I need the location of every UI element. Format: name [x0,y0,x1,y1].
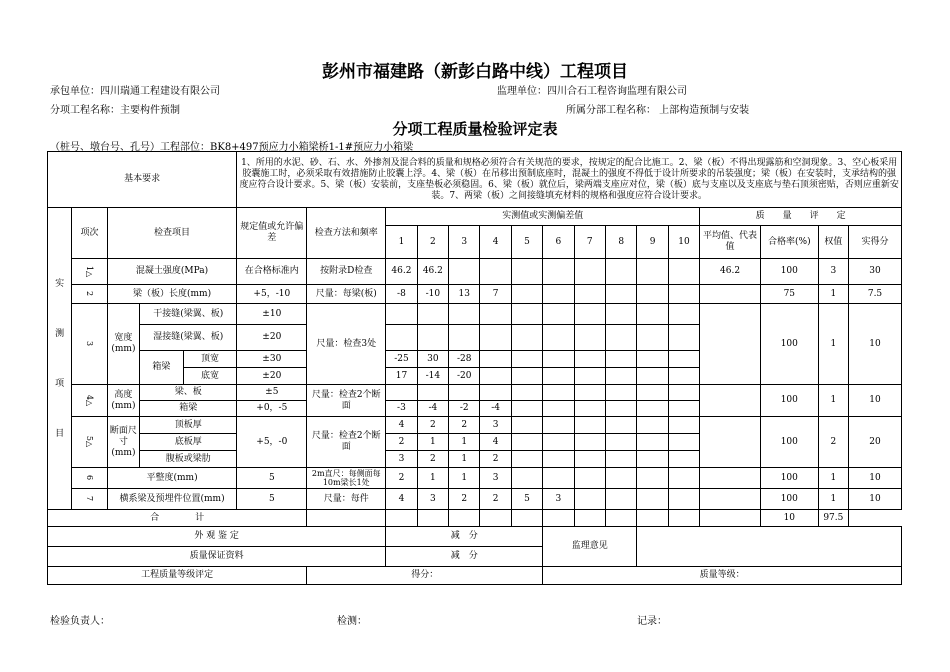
score-cell: 30 [849,259,902,285]
value-cell: 1 [449,434,480,451]
item-cell: 混凝土强度(MPa) [107,259,237,285]
tol-cell: ±10 [237,304,307,325]
project-title: 彭州市福建路（新彭白路中线）工程项目 [322,62,628,82]
footer-inspector: 检验负责人： [50,616,110,627]
tol-cell: +5，-10 [237,285,307,304]
value-cell: 3 [480,468,511,489]
sub-item-cell: 底宽 [183,368,237,385]
header-col: 3 [449,226,480,259]
table-row [48,417,902,434]
value-cell: 4 [480,434,511,451]
weight-cell: 1 [818,385,848,417]
value-cell: 1 [449,451,480,468]
sub-item-cell: 箱梁 [140,401,237,417]
rate-cell: 100 [760,468,818,489]
sub-item-cell: 箱梁 [140,351,184,385]
value-cell: 3 [417,489,448,510]
total-weight: 10 [760,510,818,527]
rate-cell: 100 [760,304,818,385]
sub-item-cell: 腹板或梁肋 [140,451,237,468]
value-cell: 1 [449,468,480,489]
value-cell: -4 [480,401,511,417]
header-measured-group: 实测值或实测偏差值 [386,208,700,226]
score-cell: 10 [849,489,902,510]
score-cell: 10 [849,385,902,417]
weight-cell: 2 [818,417,848,468]
value-cell: 1 [417,468,448,489]
grade-row [48,567,902,585]
value-cell: 2 [386,468,417,489]
header-avg: 平均值、代表值 [700,226,761,259]
header-col: 1 [386,226,417,259]
grade-level-label: 质量等级： [543,567,902,585]
header-seq: 项次 [72,208,107,259]
sub-item-cell: 梁、板 [140,385,237,401]
value-cell: 30 [417,351,448,368]
header-quality-group: 质 量 评 定 [700,208,902,226]
value-cell: 2 [417,417,448,434]
sub-project-label: 分项工程名称：主要构件预制 [50,105,180,116]
value-cell: 2 [480,489,511,510]
appearance-deduct: 减 分 [386,527,543,547]
value-cell: 4 [386,417,417,434]
header-item: 检查项目 [107,208,237,259]
value-cell: 2 [449,417,480,434]
grade-score-label: 得分： [307,567,543,585]
header-weight: 权值 [818,226,848,259]
value-cell: 3 [480,417,511,434]
method-cell: 按附录D检查 [307,259,386,285]
seq-cell: 4△ [85,394,95,406]
avg-cell [700,285,761,304]
footer-recorder: 记录： [637,616,667,627]
method-cell: 尺量：检查2个断面 [307,385,386,417]
seq-cell: 5△ [85,435,95,448]
value-cell: -28 [449,351,480,368]
value-cell: -25 [386,351,417,368]
method-cell: 尺量：每梁(板) [307,285,386,304]
tol-cell: 5 [237,489,307,510]
rate-cell: 75 [760,285,818,304]
sub-item-cell: 顶板厚 [140,417,237,434]
header-col: 7 [574,226,605,259]
weight-cell: 1 [818,304,848,385]
value-cell: 2 [417,451,448,468]
rate-cell: 100 [760,417,818,468]
supervisor-label: 监理单位：四川合石工程咨询监理有限公司 [497,86,687,97]
value-cell: -4 [417,401,448,417]
value-cell: -3 [386,401,417,417]
value-cell: 2 [449,489,480,510]
table-row [48,259,902,285]
seq-cell: 7 [85,495,95,502]
value-cell: 1 [417,434,448,451]
seq-cell: 6 [85,474,95,481]
value-cell: 2 [386,434,417,451]
score-cell: 10 [849,468,902,489]
score-cell: 7.5 [849,285,902,304]
weight-cell: 1 [818,468,848,489]
header-score: 实得分 [849,226,902,259]
value-cell: -14 [417,368,448,385]
header-col: 5 [511,226,542,259]
total-score: 97.5 [818,510,848,527]
value-cell: -20 [449,368,480,385]
footer-checker: 检测： [337,616,367,627]
item-cell: 平整度(mm) [107,468,237,489]
value-cell: 3 [543,489,574,510]
header-method: 检查方法和频率 [307,208,386,259]
sub-item-cell: 湿接缝(梁翼、板) [140,325,237,351]
value-cell: -10 [417,285,448,304]
score-cell: 10 [849,304,902,385]
tol-cell: +5，-0 [237,417,307,468]
weight-cell: 3 [818,259,848,285]
value-cell: 17 [386,368,417,385]
header-col: 8 [605,226,636,259]
value-cell: 46.2 [386,259,417,285]
tol-cell: +0，-5 [237,401,307,417]
section-label: 实 测 项 目 [48,208,72,510]
category-cell: 高度(mm) [107,385,139,417]
header-pass-rate: 合格率(%) [760,226,818,259]
value-cell: -2 [449,401,480,417]
value-cell: 7 [480,285,511,304]
category-cell: 宽度(mm) [107,304,139,385]
tol-cell: ±20 [237,325,307,351]
table-row [48,304,902,325]
contractor-label: 承包单位：四川瑞通工程建设有限公司 [50,86,220,97]
quality-docs-deduct: 减 分 [386,547,543,567]
tol-cell: ±5 [237,385,307,401]
value-cell: 46.2 [417,259,448,285]
item-cell: 梁（板）长度(mm) [107,285,237,304]
tol-cell: ±20 [237,368,307,385]
method-cell: 尺量：每件 [307,489,386,510]
table-row [48,489,902,510]
tol-cell: ±30 [237,351,307,368]
appearance-label: 外 观 鉴 定 [48,527,386,547]
total-row [48,510,902,527]
value-cell: -8 [386,285,417,304]
method-cell: 2m直尺：每侧面每10m梁长1处 [307,468,386,489]
value-cell: 13 [449,285,480,304]
avg-cell: 46.2 [700,259,761,285]
value-cell: 3 [386,451,417,468]
header-tolerance: 规定值或允许偏差 [237,208,307,259]
method-cell: 尺量：检查3处 [307,304,386,385]
rate-cell: 100 [760,385,818,417]
sub-item-cell: 顶宽 [183,351,237,368]
value-cell: 5 [511,489,542,510]
division-label: 所属分部工程名称： 上部构造预制与安装 [566,105,750,116]
basic-req-label: 基本要求 [48,152,237,208]
header-col: 10 [668,226,699,259]
weight-cell: 1 [818,285,848,304]
header-col: 4 [480,226,511,259]
category-cell: 断面尺寸(mm) [107,417,139,468]
table-row [48,468,902,489]
sub-item-cell: 底板厚 [140,434,237,451]
quality-docs-label: 质量保证资料 [48,547,386,567]
tol-cell: 5 [237,468,307,489]
sub-item-cell: 干接缝(梁翼、板) [140,304,237,325]
value-cell: 2 [480,451,511,468]
seq-cell: 1△ [85,265,95,277]
table-row [48,285,902,304]
header-col: 6 [543,226,574,259]
evaluation-table [47,151,902,585]
tol-cell: 在合格标准内 [237,259,307,285]
weight-cell: 1 [818,489,848,510]
seq-cell: 2 [85,290,95,297]
location-label: （桩号、墩台号、孔号）工程部位：BK8+497预应力小箱梁桥1-1#预应力小箱梁 [50,142,414,153]
form-title: 分项工程质量检验评定表 [392,120,558,138]
appearance-row [48,527,902,547]
value-cell: 4 [386,489,417,510]
basic-req-text: 1、所用的水泥、砂、石、水、外掺剂及混合料的质量和规格必须符合有关规范的要求，按规定的配合比施工。2、梁（板）不得出现露筋和空洞现象。3、空心板采用胶囊施工时，必须采取有效措施防止胶囊上浮。4、梁（板）在吊移出预制底座时，混凝土的强度不得低于设计所要求的吊装强度；梁（板）在安装时，支承结构的强度应符合设计要求。5、梁（板）安装前，支座垫板必须稳固。6、梁（板）就位后，梁两端支座应对位，梁（板）底与支座以及支座底与垫石顶须密贴，否则应重新安装。7、两梁（板）之间接缝填充材料的规格和强度应符合设计要求。 [237,152,902,208]
rate-cell: 100 [760,489,818,510]
rate-cell: 100 [760,259,818,285]
header-col: 9 [637,226,668,259]
seq-cell: 3 [85,340,95,347]
score-cell: 20 [849,417,902,468]
grade-label: 工程质量等级评定 [48,567,307,585]
table-row [48,385,902,401]
item-cell: 横系梁及预埋件位置(mm) [107,489,237,510]
method-cell: 尺量：检查2个断面 [307,417,386,468]
header-col: 2 [417,226,448,259]
total-label: 合 计 [48,510,307,527]
supervisor-opinion-label: 监理意见 [543,527,637,567]
